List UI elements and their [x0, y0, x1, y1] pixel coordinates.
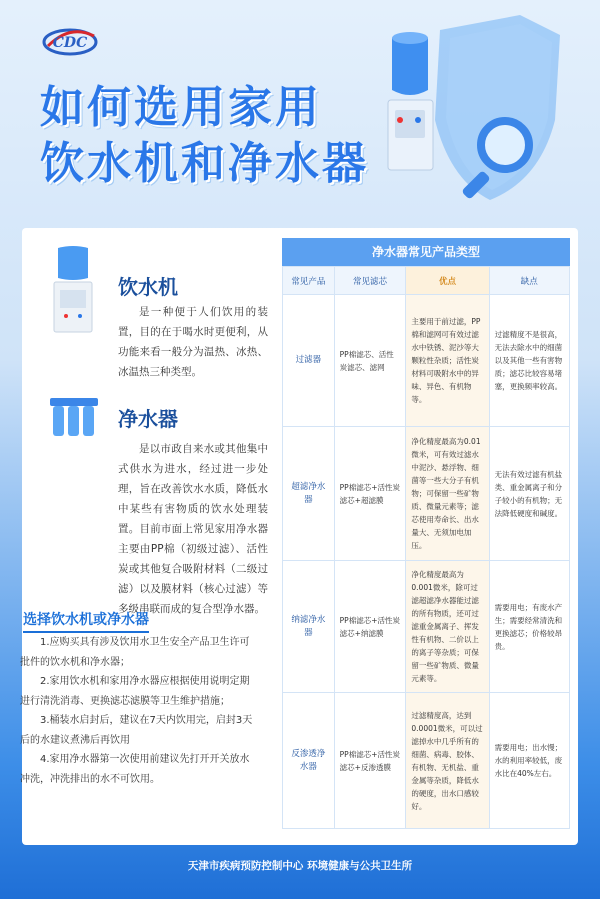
choose-heading: 选择饮水机或净水器 — [23, 609, 149, 633]
logo-text: CDC — [52, 35, 88, 51]
table-row — [283, 295, 570, 427]
water-dispenser-icon — [48, 244, 98, 334]
table-row — [283, 693, 570, 829]
cdc-logo — [40, 20, 100, 60]
water-purifier-icon — [50, 398, 98, 438]
product-pros: 主要用于前过滤，PP棉和滤网可有效过滤水中铁锈、泥沙等大颗粒性杂质；活性炭材料可吸附水中的异味、异色、有机物等。 — [406, 295, 489, 427]
title-line-1: 如何选用家用 — [40, 82, 322, 133]
product-pros: 净化精度最高为0.001微米，除可过滤超滤净水器能过滤的所有物质，还可过滤重金属离子、挥发性有机物、二价以上的离子等杂质；可保留一些矿物质、微量元素等。 — [406, 561, 489, 693]
product-filter: PP棉滤芯+活性炭滤芯+超滤膜 — [334, 427, 406, 561]
dispenser-heading: 饮水机 — [118, 275, 178, 299]
footer-organization: 天津市疾病预防控制中心 环境健康与公共卫生所 — [187, 860, 413, 872]
title-line-2: 饮水机和净水器 — [40, 138, 369, 189]
product-cons: 无法有效过滤有机盐类、重金属离子和分子较小的有机物；无法降低硬度和碱度。 — [489, 427, 569, 561]
choose-tips — [20, 633, 255, 789]
tip-item: 4.家用净水器第一次使用前建议先打开开关放水冲洗，冲洗排出的水不可饮用。 — [20, 754, 250, 785]
product-filter: PP棉滤芯、活性炭滤芯、滤网 — [334, 295, 406, 427]
product-filter: PP棉滤芯+活性炭滤芯+反渗透膜 — [334, 693, 406, 829]
product-pros: 净化精度最高为0.01微米，可有效过滤水中泥沙、悬浮物、细菌等一些大分子有机物；可保留一些矿物质、微量元素等；滤芯使用寿命长、出水量大、无须加电加压。 — [406, 427, 489, 561]
col-header-product: 常见产品 — [283, 267, 335, 295]
col-header-pros: 优点 — [406, 267, 489, 295]
product-filter: PP棉滤芯+活性炭滤芯+纳滤膜 — [334, 561, 406, 693]
table-row — [283, 427, 570, 561]
product-cons: 需要用电；有废水产生；需要经常清洗和更换滤芯；价格较昂贵。 — [489, 561, 569, 693]
product-cons: 过滤精度不是很高，无法去除水中的细菌以及其他一些有害物质；滤芯比较容易堵塞，更换频率较高。 — [489, 295, 569, 427]
purifier-description: 是以市政自来水或其他集中式供水为进水，经过进一步处理，旨在改善饮水水质，降低水中某些有害物质的饮水处理装置。目前市面上常见家用净水器主要由PP棉（初级过滤）、活性炭或其他复合吸附材料（二级过滤）以及膜材料（核心过滤）等多级串联而成的复合型净水器。 — [118, 443, 268, 615]
tip-item: 1.应购买具有涉及饮用水卫生安全产品卫生许可批件的饮水机和净水器； — [20, 637, 250, 668]
table-row — [283, 561, 570, 693]
tip-item: 3.桶装水启封后，建议在7天内饮用完，启封3天后的水建议煮沸后再饮用 — [20, 715, 253, 746]
product-types-table — [282, 238, 570, 828]
product-name: 超滤净水器 — [283, 427, 335, 561]
col-header-cons: 缺点 — [489, 267, 569, 295]
dispenser-description: 是一种便于人们饮用的装置，目的在于喝水时更便利，从功能来看一般分为温热、冰热、冰温热三种类型。 — [118, 306, 268, 378]
product-name: 过滤器 — [283, 295, 335, 427]
product-cons: 需要用电；出水慢；水的利用率较低，废水比在40%左右。 — [489, 693, 569, 829]
hero-illustration — [370, 10, 570, 210]
product-pros: 过滤精度高，达到0.0001微米，可以过滤掉水中几乎所有的细菌、病毒、胶体、有机物、无机盐、重金属等杂质，降低水的硬度，出水口感较好。 — [406, 693, 489, 829]
product-name: 纳滤净水器 — [283, 561, 335, 693]
page-title — [40, 80, 369, 192]
purifier-heading: 净水器 — [118, 407, 178, 431]
table-title: 净水器常见产品类型 — [282, 238, 570, 266]
col-header-filter: 常见滤芯 — [334, 267, 406, 295]
tip-item: 2.家用饮水机和家用净水器应根据使用说明定期进行清洗消毒、更换滤芯滤膜等卫生维护措施； — [20, 676, 250, 707]
product-name: 反渗透净水器 — [283, 693, 335, 829]
